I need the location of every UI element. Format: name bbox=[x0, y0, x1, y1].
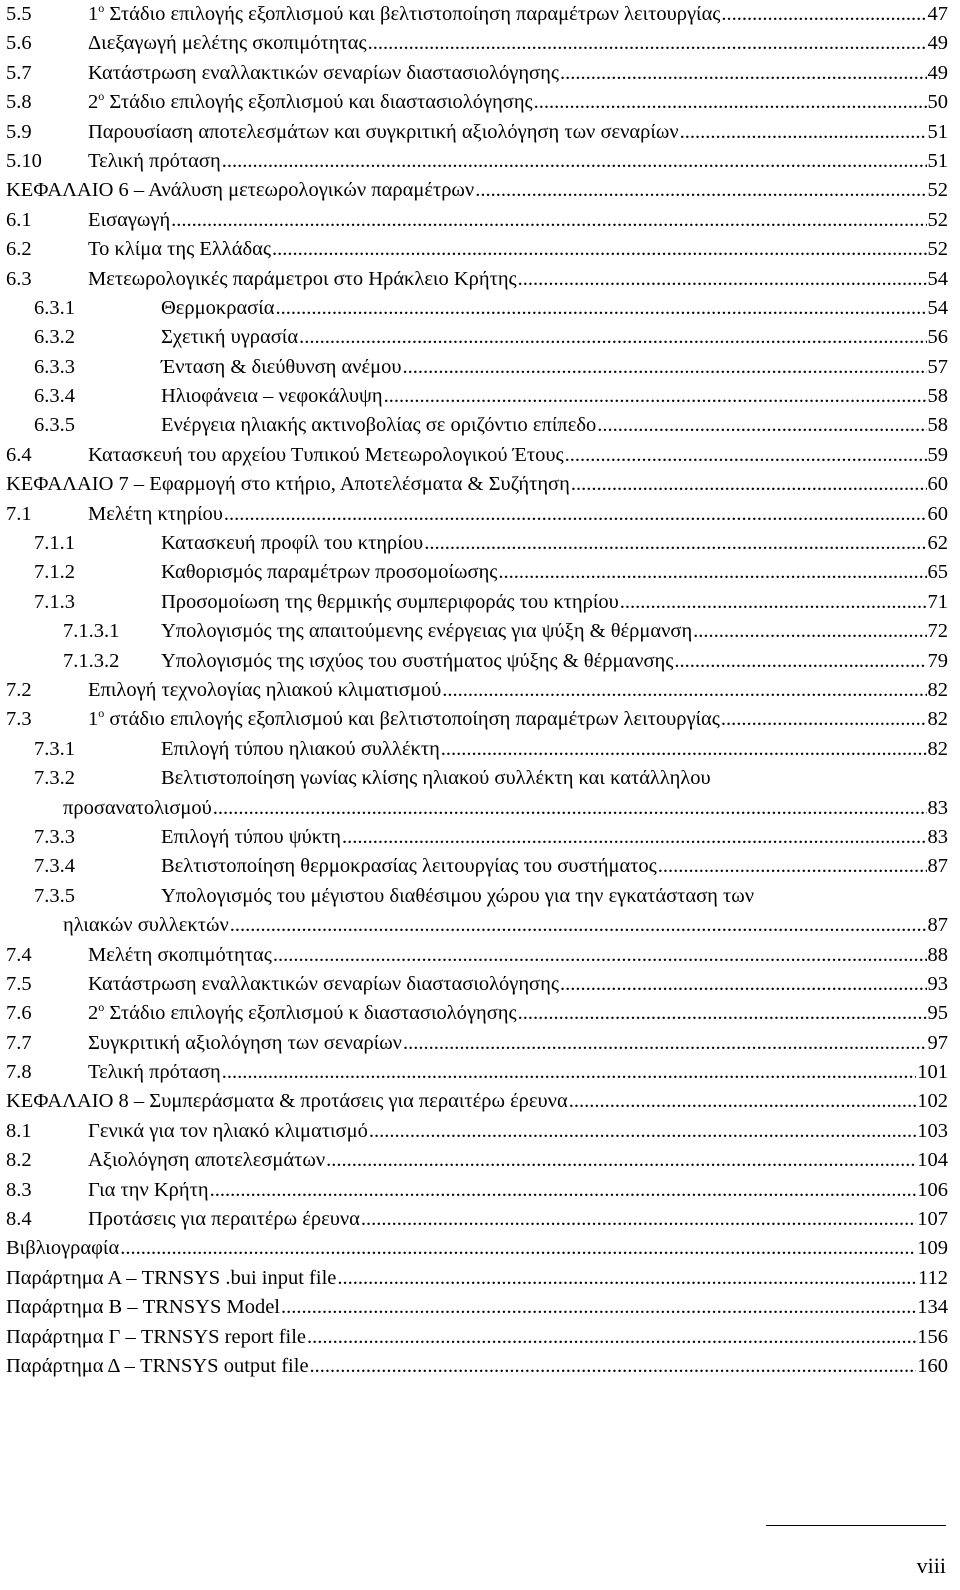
toc-entry-page: 106 bbox=[917, 1178, 948, 1201]
toc-leader-dots bbox=[272, 235, 927, 264]
toc-entry-title: ΚΕΦΑΛΑΙΟ 6 – Ανάλυση μετεωρολογικών παραμέτρων bbox=[6, 179, 475, 202]
toc-entry-title: Βελτιστοποίηση γωνίας κλίσης ηλιακού συλλέκτη και κατάλληλου bbox=[161, 767, 711, 790]
toc-leader-dots bbox=[384, 382, 927, 411]
toc-leader-dots bbox=[171, 206, 926, 235]
toc-entry-number: 7.1.3.1 bbox=[63, 620, 120, 643]
toc-entry[interactable] bbox=[6, 588, 948, 617]
table-of-contents bbox=[6, 0, 948, 1381]
toc-entry-page: 49 bbox=[927, 61, 948, 84]
toc-entry-title: ΚΕΦΑΛΑΙΟ 7 – Εφαρμογή στο κτήριο, Αποτελέσματα & Συζήτηση bbox=[6, 473, 570, 496]
toc-entry[interactable] bbox=[6, 1176, 948, 1205]
toc-entry-page: 60 bbox=[927, 502, 948, 525]
toc-entry[interactable] bbox=[6, 882, 948, 911]
toc-leader-dots bbox=[230, 911, 927, 940]
toc-entry[interactable] bbox=[6, 647, 948, 676]
toc-entry-title: Αξιολόγηση αποτελεσμάτων bbox=[88, 1149, 326, 1172]
toc-entry-number: 6.3.5 bbox=[34, 414, 75, 437]
toc-entry-page: 103 bbox=[917, 1119, 948, 1142]
toc-entry-number: 7.3.4 bbox=[34, 855, 75, 878]
toc-entry-page: 82 bbox=[927, 737, 948, 760]
toc-entry-title: Παράρτημα Β – TRNSYS Model bbox=[6, 1296, 280, 1319]
toc-entry-number: 7.1.3 bbox=[34, 590, 75, 613]
toc-leader-dots bbox=[518, 999, 927, 1028]
toc-entry[interactable] bbox=[6, 235, 948, 264]
toc-entry-ordinal: 1 bbox=[88, 708, 99, 731]
toc-entry-page: 87 bbox=[927, 914, 948, 937]
toc-entry-title: Εισαγωγή bbox=[88, 208, 171, 231]
toc-entry-title-continued: προσανατολισμού bbox=[63, 796, 212, 819]
toc-entry-number: 8.1 bbox=[6, 1119, 32, 1142]
toc-entry-ordinal-suffix: ο bbox=[98, 706, 105, 721]
toc-entry-number: 7.3 bbox=[6, 708, 32, 731]
toc-entry-title-text: Στάδιο επιλογής εξοπλισμού κ διαστασιολόγησης bbox=[104, 1002, 517, 1025]
toc-leader-dots bbox=[721, 705, 927, 734]
toc-entry-title: Επιλογή τεχνολογίας ηλιακού κλιματισμού bbox=[88, 678, 442, 701]
toc-entry-title: Υπολογισμός της απαιτούμενης ενέργειας για ψύξη & θέρμανση bbox=[161, 620, 693, 643]
toc-leader-dots bbox=[281, 1293, 916, 1322]
toc-entry-number: 7.3.2 bbox=[34, 767, 75, 790]
toc-entry[interactable] bbox=[6, 764, 948, 793]
toc-entry-title: Παράρτημα Α – TRNSYS .bui input file bbox=[6, 1266, 337, 1289]
toc-leader-dots bbox=[403, 1029, 927, 1058]
toc-entry[interactable] bbox=[6, 529, 948, 558]
toc-entry-page: 52 bbox=[927, 238, 948, 261]
toc-leader-dots bbox=[518, 265, 927, 294]
toc-leader-dots bbox=[210, 1176, 917, 1205]
toc-entry-number: 6.4 bbox=[6, 443, 32, 466]
toc-entry-page: 109 bbox=[917, 1237, 948, 1260]
toc-leader-dots bbox=[369, 1117, 916, 1146]
toc-entry-continuation[interactable] bbox=[6, 794, 948, 823]
toc-entry-ordinal: 2 bbox=[88, 91, 99, 114]
toc-entry-page: 112 bbox=[918, 1266, 948, 1289]
toc-leader-dots bbox=[368, 29, 927, 58]
toc-entry[interactable] bbox=[6, 0, 948, 29]
footer-rule bbox=[766, 1525, 946, 1526]
toc-entry-title: Βιβλιογραφία bbox=[6, 1237, 120, 1260]
toc-leader-dots bbox=[403, 353, 927, 382]
toc-leader-dots bbox=[597, 411, 926, 440]
toc-entry-title-continued: ηλιακών συλλεκτών bbox=[63, 914, 229, 937]
toc-entry-number: 6.3.4 bbox=[34, 385, 75, 408]
toc-entry-title: Συγκριτική αξιολόγηση των σεναρίων bbox=[88, 1031, 402, 1054]
toc-leader-dots bbox=[571, 470, 927, 499]
toc-leader-dots bbox=[620, 588, 927, 617]
toc-entry-page: 104 bbox=[917, 1149, 948, 1172]
toc-leader-dots bbox=[475, 176, 926, 205]
toc-entry-title bbox=[88, 0, 720, 29]
toc-entry[interactable] bbox=[6, 323, 948, 352]
toc-entry-page: 59 bbox=[927, 443, 948, 466]
toc-entry-title: Ένταση & διεύθυνση ανέμου bbox=[161, 355, 402, 378]
toc-entry-title-text: στάδιο επιλογής εξοπλισμού και βελτιστοποίηση παραμέτρων λειτουργίας bbox=[104, 708, 720, 731]
toc-entry-number: 6.3.1 bbox=[34, 296, 75, 319]
toc-entry-page: 134 bbox=[917, 1296, 948, 1319]
toc-entry-title bbox=[88, 705, 720, 734]
toc-entry[interactable] bbox=[6, 999, 948, 1028]
toc-entry[interactable] bbox=[6, 558, 948, 587]
toc-entry[interactable] bbox=[6, 411, 948, 440]
toc-entry-page: 51 bbox=[927, 149, 948, 172]
toc-entry-page: 83 bbox=[927, 825, 948, 848]
toc-entry-page: 54 bbox=[927, 296, 948, 319]
toc-entry[interactable] bbox=[6, 265, 948, 294]
toc-entry-page: 65 bbox=[927, 561, 948, 584]
toc-entry-title bbox=[88, 88, 533, 117]
toc-leader-dots bbox=[534, 88, 927, 117]
toc-entry-page: 88 bbox=[927, 943, 948, 966]
toc-leader-dots bbox=[442, 676, 926, 705]
toc-entry-title: Προτάσεις για περαιτέρω έρευνα bbox=[88, 1208, 360, 1231]
toc-entry-number: 7.1.1 bbox=[34, 532, 75, 555]
toc-entry-page: 51 bbox=[927, 120, 948, 143]
toc-entry-page: 57 bbox=[927, 355, 948, 378]
toc-entry-page: 62 bbox=[927, 532, 948, 555]
toc-leader-dots bbox=[213, 794, 927, 823]
toc-entry-ordinal: 2 bbox=[88, 1002, 99, 1025]
toc-entry[interactable] bbox=[6, 382, 948, 411]
toc-entry-ordinal-suffix: ο bbox=[98, 1, 105, 15]
toc-entry-number: 5.10 bbox=[6, 149, 42, 172]
toc-entry[interactable] bbox=[6, 941, 948, 970]
toc-entry-number: 7.4 bbox=[6, 943, 32, 966]
toc-entry-continuation[interactable] bbox=[6, 911, 948, 940]
toc-entry-number: 7.5 bbox=[6, 972, 32, 995]
toc-entry-page: 58 bbox=[927, 414, 948, 437]
toc-leader-dots bbox=[222, 1058, 917, 1087]
toc-entry[interactable] bbox=[6, 500, 948, 529]
toc-entry[interactable] bbox=[6, 147, 948, 176]
toc-entry-number: 5.6 bbox=[6, 32, 32, 55]
toc-entry-ordinal: 1 bbox=[88, 3, 99, 25]
toc-entry-page: 58 bbox=[927, 385, 948, 408]
toc-entry-title-text: Στάδιο επιλογής εξοπλισμού και διαστασιολόγησης bbox=[104, 91, 533, 114]
toc-entry-title: Ενέργεια ηλιακής ακτινοβολίας σε οριζόντιο επίπεδο bbox=[161, 414, 597, 437]
toc-entry-number: 6.1 bbox=[6, 208, 32, 231]
toc-entry[interactable] bbox=[6, 617, 948, 646]
toc-entry-title: Προσομοίωση της θερμικής συμπεριφοράς του κτηρίου bbox=[161, 590, 619, 613]
toc-entry-number: 6.3 bbox=[6, 267, 32, 290]
toc-entry[interactable] bbox=[6, 176, 948, 205]
toc-entry[interactable] bbox=[6, 441, 948, 470]
toc-entry-page: 87 bbox=[927, 855, 948, 878]
toc-entry-title: Ηλιοφάνεια – νεφοκάλυψη bbox=[161, 385, 383, 408]
toc-entry[interactable] bbox=[6, 1205, 948, 1234]
toc-entry-number: 5.9 bbox=[6, 120, 32, 143]
toc-entry-number: 7.1 bbox=[6, 502, 32, 525]
toc-entry-title: Μελέτη σκοπιμότητας bbox=[88, 943, 272, 966]
toc-leader-dots bbox=[222, 147, 927, 176]
toc-entry[interactable] bbox=[6, 353, 948, 382]
toc-entry-page: 107 bbox=[917, 1208, 948, 1231]
toc-entry-page: 156 bbox=[917, 1325, 948, 1348]
toc-leader-dots bbox=[680, 118, 927, 147]
toc-entry-page: 71 bbox=[927, 590, 948, 613]
toc-entry-title: Κατάστρωση εναλλακτικών σεναρίων διαστασιολόγησης bbox=[88, 61, 559, 84]
toc-entry-page: 52 bbox=[927, 179, 948, 202]
toc-leader-dots bbox=[273, 941, 927, 970]
toc-leader-dots bbox=[560, 59, 927, 88]
toc-entry-number: 8.2 bbox=[6, 1149, 32, 1172]
toc-entry[interactable] bbox=[6, 1029, 948, 1058]
toc-entry[interactable] bbox=[6, 1058, 948, 1087]
toc-entry-number: 5.7 bbox=[6, 61, 32, 84]
toc-entry-title: Γενικά για τον ηλιακό κλιματισμό bbox=[88, 1119, 368, 1142]
toc-leader-dots bbox=[565, 441, 927, 470]
toc-entry[interactable] bbox=[6, 1234, 948, 1263]
toc-leader-dots bbox=[276, 294, 927, 323]
toc-leader-dots bbox=[361, 1205, 916, 1234]
toc-leader-dots bbox=[658, 852, 927, 881]
toc-entry-number: 6.3.2 bbox=[34, 326, 75, 349]
toc-leader-dots bbox=[721, 0, 926, 29]
toc-entry-ordinal-suffix: ο bbox=[98, 89, 105, 104]
toc-leader-dots bbox=[326, 1146, 916, 1175]
toc-entry[interactable] bbox=[6, 1146, 948, 1175]
toc-leader-dots bbox=[299, 323, 926, 352]
toc-entry-number: 5.5 bbox=[6, 3, 32, 25]
toc-entry-title: Καθορισμός παραμέτρων προσομοίωσης bbox=[161, 561, 498, 584]
toc-entry-number: 8.3 bbox=[6, 1178, 32, 1201]
toc-entry[interactable] bbox=[6, 705, 948, 734]
toc-entry[interactable] bbox=[6, 294, 948, 323]
toc-entry-title: Παρουσίαση αποτελεσμάτων και συγκριτική αξιολόγηση των σεναρίων bbox=[88, 120, 679, 143]
toc-leader-dots bbox=[342, 823, 926, 852]
toc-leader-dots bbox=[569, 1087, 917, 1116]
toc-entry-title: Θερμοκρασία bbox=[161, 296, 275, 319]
toc-entry-number: 5.8 bbox=[6, 91, 32, 114]
toc-entry[interactable] bbox=[6, 59, 948, 88]
toc-entry[interactable] bbox=[6, 29, 948, 58]
toc-entry-ordinal-suffix: ο bbox=[98, 1000, 105, 1015]
toc-entry[interactable] bbox=[6, 1352, 948, 1381]
toc-entry-title: Σχετική υγρασία bbox=[161, 326, 299, 349]
toc-entry-title: Για την Κρήτη bbox=[88, 1178, 209, 1201]
toc-entry-title: Βελτιστοποίηση θερμοκρασίας λειτουργίας του συστήματος bbox=[161, 855, 657, 878]
page-number: viii bbox=[916, 1553, 946, 1578]
toc-leader-dots bbox=[307, 1323, 916, 1352]
toc-entry-title: Κατάστρωση εναλλακτικών σεναρίων διαστασιολόγησης bbox=[88, 972, 559, 995]
toc-entry[interactable] bbox=[6, 1264, 948, 1293]
toc-entry[interactable] bbox=[6, 1323, 948, 1352]
toc-leader-dots bbox=[498, 558, 926, 587]
toc-entry-page: 52 bbox=[927, 208, 948, 231]
toc-entry-title: ΚΕΦΑΛΑΙΟ 8 – Συμπεράσματα & προτάσεις για περαιτέρω έρευνα bbox=[6, 1090, 568, 1113]
toc-leader-dots bbox=[310, 1352, 917, 1381]
toc-entry-page: 82 bbox=[927, 678, 948, 701]
toc-entry-page: 47 bbox=[927, 3, 948, 25]
toc-entry-title-text: Στάδιο επιλογής εξοπλισμού και βελτιστοποίηση παραμέτρων λειτουργίας bbox=[104, 3, 721, 25]
toc-entry-number: 7.1.3.2 bbox=[63, 649, 120, 672]
toc-entry-title: Το κλίμα της Ελλάδας bbox=[88, 238, 271, 261]
toc-entry-title: Επιλογή τύπου ηλιακού συλλέκτη bbox=[161, 737, 440, 760]
toc-entry-title: Τελική πρόταση bbox=[88, 149, 221, 172]
toc-entry-page: 95 bbox=[927, 1002, 948, 1025]
toc-entry-page: 82 bbox=[927, 708, 948, 731]
toc-entry-number: 7.6 bbox=[6, 1002, 32, 1025]
toc-entry-title: Τελική πρόταση bbox=[88, 1061, 221, 1084]
toc-entry[interactable] bbox=[6, 206, 948, 235]
toc-entry[interactable] bbox=[6, 735, 948, 764]
toc-entry-title: Μελέτη κτηρίου bbox=[88, 502, 223, 525]
toc-entry-title: Διεξαγωγή μελέτης σκοπιμότητας bbox=[88, 32, 367, 55]
toc-entry-page: 50 bbox=[927, 91, 948, 114]
toc-entry-title: Μετεωρολογικές παράμετροι στο Ηράκλειο Κρήτης bbox=[88, 267, 517, 290]
toc-entry-page: 102 bbox=[917, 1090, 948, 1113]
toc-entry-number: 7.2 bbox=[6, 678, 32, 701]
toc-entry-number: 7.7 bbox=[6, 1031, 32, 1054]
toc-entry-page: 49 bbox=[927, 32, 948, 55]
toc-entry-page: 60 bbox=[927, 473, 948, 496]
toc-leader-dots bbox=[560, 970, 927, 999]
toc-entry-title bbox=[88, 999, 517, 1028]
toc-entry-page: 83 bbox=[927, 796, 948, 819]
toc-entry-page: 54 bbox=[927, 267, 948, 290]
toc-entry-number: 7.3.1 bbox=[34, 737, 75, 760]
toc-entry-number: 7.1.2 bbox=[34, 561, 75, 584]
toc-entry-title: Παράρτημα Δ – TRNSYS output file bbox=[6, 1354, 309, 1377]
toc-entry-number: 7.8 bbox=[6, 1061, 32, 1084]
toc-entry[interactable] bbox=[6, 470, 948, 499]
toc-entry-title: Επιλογή τύπου ψύκτη bbox=[161, 825, 342, 848]
toc-entry-page: 93 bbox=[927, 972, 948, 995]
toc-entry[interactable] bbox=[6, 676, 948, 705]
toc-entry-number: 7.3.5 bbox=[34, 884, 75, 907]
toc-entry-title: Υπολογισμός του μέγιστου διαθέσιμου χώρου για την εγκατάσταση των bbox=[161, 884, 755, 907]
toc-entry-page: 72 bbox=[927, 620, 948, 643]
toc-entry[interactable] bbox=[6, 118, 948, 147]
toc-entry-page: 97 bbox=[927, 1031, 948, 1054]
toc-leader-dots bbox=[337, 1264, 917, 1293]
toc-entry-title: Κατασκευή του αρχείου Τυπικού Μετεωρολογικού Έτους bbox=[88, 443, 564, 466]
toc-leader-dots bbox=[693, 617, 926, 646]
toc-entry[interactable] bbox=[6, 1117, 948, 1146]
toc-entry-title: Υπολογισμός της ισχύος του συστήματος ψύξης & θέρμανσης bbox=[161, 649, 674, 672]
toc-entry[interactable] bbox=[6, 1293, 948, 1322]
toc-entry-title: Κατασκευή προφίλ του κτηρίου bbox=[161, 532, 424, 555]
toc-entry[interactable] bbox=[6, 1087, 948, 1116]
toc-entry[interactable] bbox=[6, 88, 948, 117]
toc-entry-number: 6.3.3 bbox=[34, 355, 75, 378]
toc-leader-dots bbox=[441, 735, 927, 764]
toc-leader-dots bbox=[674, 647, 926, 676]
toc-entry-number: 8.4 bbox=[6, 1208, 32, 1231]
toc-leader-dots bbox=[224, 500, 927, 529]
toc-entry-title: Παράρτημα Γ – TRNSYS report file bbox=[6, 1325, 307, 1348]
toc-entry[interactable] bbox=[6, 823, 948, 852]
toc-entry-page: 56 bbox=[927, 326, 948, 349]
toc-entry[interactable] bbox=[6, 970, 948, 999]
toc-entry-number: 6.2 bbox=[6, 238, 32, 261]
toc-entry-page: 101 bbox=[917, 1061, 948, 1084]
toc-entry-page: 79 bbox=[927, 649, 948, 672]
toc-entry-page: 160 bbox=[917, 1354, 948, 1377]
toc-entry[interactable] bbox=[6, 852, 948, 881]
toc-leader-dots bbox=[120, 1234, 916, 1263]
toc-entry-number: 7.3.3 bbox=[34, 825, 75, 848]
toc-leader-dots bbox=[424, 529, 926, 558]
